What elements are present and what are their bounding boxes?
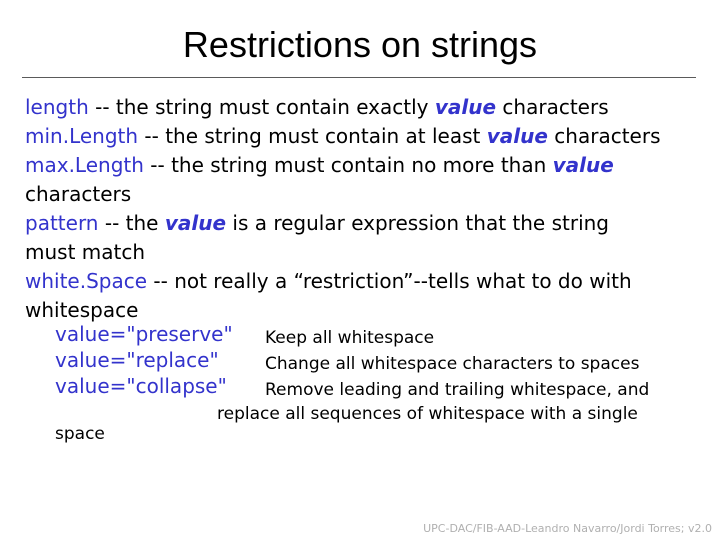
whitespace-item bbox=[25, 267, 705, 296]
collapse-desc-continuation: replace all sequences of whitespace with a single bbox=[217, 404, 638, 424]
option-replace-desc: Change all whitespace characters to spaces bbox=[265, 354, 640, 374]
whitespace-continuation: whitespace bbox=[25, 298, 139, 322]
pattern-value: value bbox=[164, 211, 227, 235]
option-collapse-desc: Remove leading and trailing whitespace, and bbox=[265, 380, 650, 400]
collapse-desc-end: space bbox=[55, 424, 105, 444]
title-divider bbox=[22, 77, 696, 78]
pattern-continuation: must match bbox=[25, 240, 146, 264]
option-collapse-code: value="collapse" bbox=[55, 374, 227, 398]
whitespace-text: -- not really a “restriction”--tells what to do with bbox=[147, 269, 632, 293]
length-keyword: length bbox=[25, 95, 89, 119]
minlength-keyword: min.Length bbox=[25, 124, 139, 148]
whitespace-keyword: white.Space bbox=[25, 269, 148, 293]
restriction-list bbox=[25, 93, 705, 325]
slide-title: Restrictions on strings bbox=[182, 24, 538, 65]
minlength-text-end: characters bbox=[547, 124, 661, 148]
maxlength-value: value bbox=[552, 153, 614, 177]
pattern-keyword: pattern bbox=[25, 211, 99, 235]
option-preserve-code: value="preserve" bbox=[55, 322, 233, 346]
length-text-end: characters bbox=[496, 95, 609, 119]
maxlength-continuation: characters bbox=[25, 182, 132, 206]
pattern-text: -- the bbox=[98, 211, 165, 235]
length-text: -- the string must contain exactly bbox=[88, 95, 435, 119]
minlength-text: -- the string must contain at least bbox=[138, 124, 487, 148]
maxlength-keyword: max.Length bbox=[25, 153, 144, 177]
length-item bbox=[25, 93, 705, 122]
minlength-value: value bbox=[486, 124, 548, 148]
maxlength-item bbox=[25, 151, 705, 180]
maxlength-text: -- the string must contain no more than bbox=[143, 153, 553, 177]
slide-footer: UPC-DAC/FIB-AAD-Leandro Navarro/Jordi Torres; v2.0 bbox=[423, 522, 712, 535]
pattern-text-end: is a regular expression that the string bbox=[226, 211, 609, 235]
pattern-item bbox=[25, 209, 705, 238]
option-preserve-desc: Keep all whitespace bbox=[265, 328, 435, 348]
option-replace-code: value="replace" bbox=[55, 348, 219, 372]
length-value: value bbox=[434, 95, 497, 119]
minlength-item bbox=[25, 122, 705, 151]
